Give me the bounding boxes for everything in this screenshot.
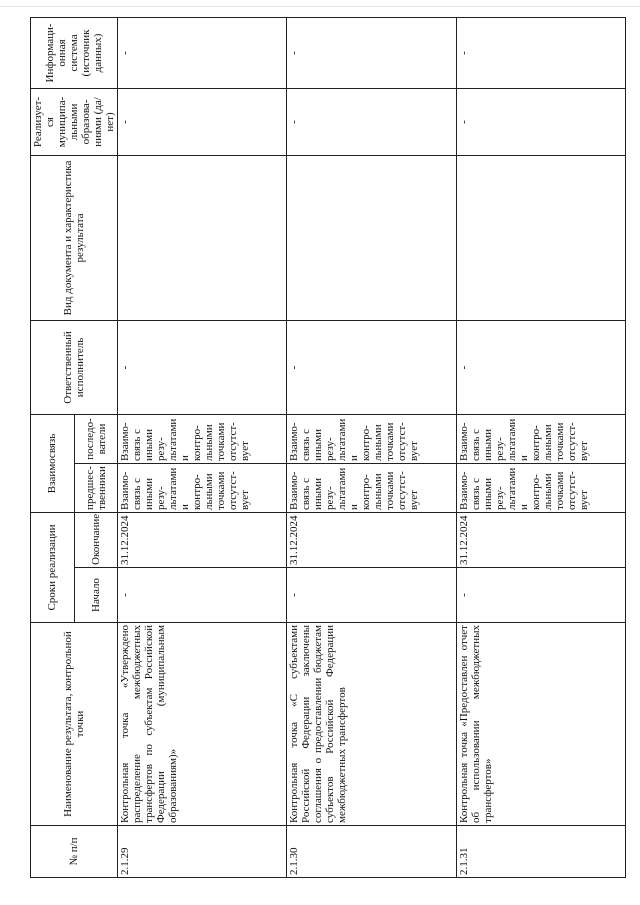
header-num: № п/п xyxy=(31,826,118,878)
row-start: - xyxy=(118,568,287,623)
row-info: - xyxy=(118,17,287,88)
row-num: 2.1.29 xyxy=(118,826,287,878)
row-num: 2.1.31 xyxy=(456,826,625,878)
row-resp: - xyxy=(118,320,287,414)
row-name: Контрольная точка «С субъектами Российской Федерации заключены соглашения о предоставлении бюджетам субъектов Российской Федерации межбюджетных трансфертов xyxy=(287,623,456,826)
row-doc xyxy=(456,155,625,320)
header-muni: Реализует- ся муниципа- льными образова- ниями (да/нет) xyxy=(31,88,118,155)
table-row xyxy=(456,17,625,877)
header-doc: Вид документа и характеристика результата xyxy=(31,155,118,320)
header-end: Окончание xyxy=(74,512,118,567)
header-name: Наименование результата, контрольной точки xyxy=(31,623,118,826)
row-end: 31.12.2024 xyxy=(287,512,456,567)
row-doc xyxy=(287,155,456,320)
scan-edge-line xyxy=(0,6,640,7)
row-muni: - xyxy=(456,88,625,155)
row-pred: Взаимо- связь с иными резу- льтатами и контро- льными точками отсутст- вует xyxy=(287,463,456,512)
row-start: - xyxy=(287,568,456,623)
row-resp: - xyxy=(456,320,625,414)
table-row xyxy=(287,17,456,877)
table-row xyxy=(118,17,287,877)
row-info: - xyxy=(456,17,625,88)
row-muni: - xyxy=(118,88,287,155)
row-succ: Взаимо- связь с иными резу- льтатами и контро- льными точками отсутст- вует xyxy=(287,414,456,463)
header-info: Информаци- онная система (источник данных) xyxy=(31,17,118,88)
row-info: - xyxy=(287,17,456,88)
header-succ: последо- ватели xyxy=(74,414,118,463)
header-resp: Ответственный исполнитель xyxy=(31,320,118,414)
row-succ: Взаимо- связь с иными резу- льтатами и контро- льными точками отсутст- вует xyxy=(456,414,625,463)
row-name: Контрольная точка «Утверждено распределение межбюджетных трансфертов по субъектам Российской Федерации (муниципальным образованиям)» xyxy=(118,623,287,826)
rotated-page xyxy=(30,18,607,878)
row-pred: Взаимо- связь с иными резу- льтатами и контро- льными точками отсутст- вует xyxy=(118,463,287,512)
header-pred: предшес- твенники xyxy=(74,463,118,512)
row-end: 31.12.2024 xyxy=(456,512,625,567)
row-num: 2.1.30 xyxy=(287,826,456,878)
header-start: Начало xyxy=(74,568,118,623)
results-table xyxy=(30,17,626,878)
header-relation: Взаимосвязь xyxy=(31,414,75,512)
row-muni: - xyxy=(287,88,456,155)
row-succ: Взаимо- связь с иными резу- льтатами и контро- льными точками отсутст- вует xyxy=(118,414,287,463)
row-resp: - xyxy=(287,320,456,414)
row-start: - xyxy=(456,568,625,623)
header-terms: Сроки реализации xyxy=(31,512,75,622)
row-doc xyxy=(118,155,287,320)
row-name: Контрольная точка «Предоставлен отчет об использовании межбюджетных трансфертов» xyxy=(456,623,625,826)
row-pred: Взаимо- связь с иными резу- льтатами и контро- льными точками отсутст- вует xyxy=(456,463,625,512)
row-end: 31.12.2024 xyxy=(118,512,287,567)
